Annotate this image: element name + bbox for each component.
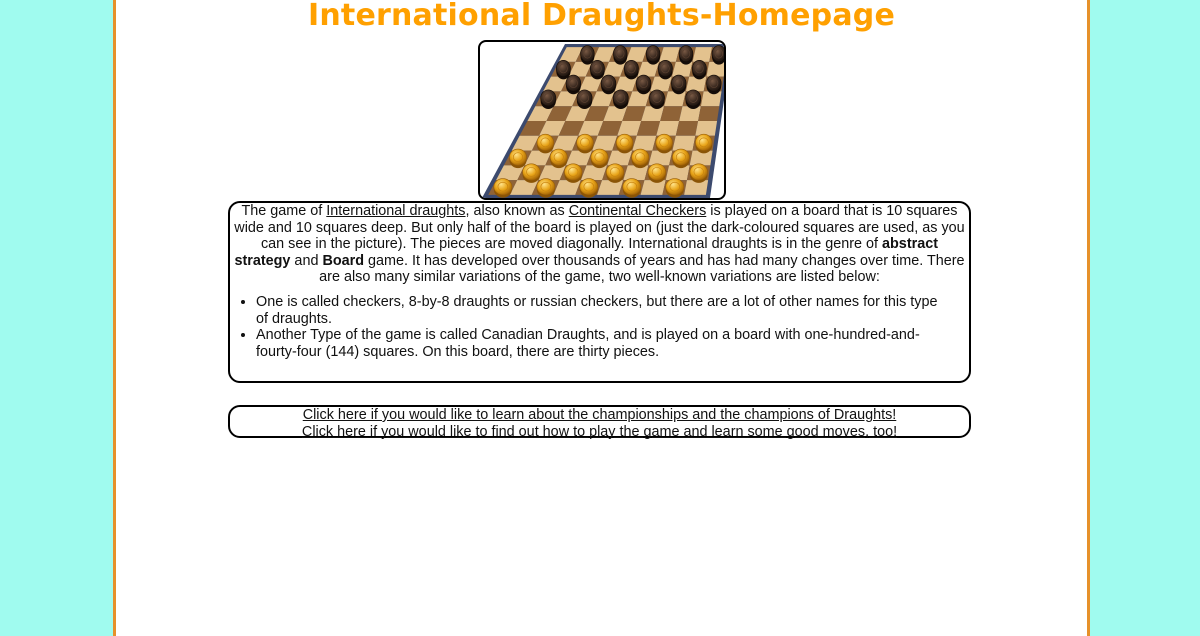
continental-checkers-link[interactable]: Continental Checkers xyxy=(568,203,707,219)
board-square xyxy=(672,136,695,151)
intro-paragraph xyxy=(232,203,967,286)
board-square xyxy=(666,165,690,180)
dark-piece xyxy=(581,46,595,62)
dark-piece xyxy=(649,90,664,106)
board-square xyxy=(698,106,719,121)
dark-piece xyxy=(577,90,592,106)
gold-piece xyxy=(656,134,673,150)
dark-piece xyxy=(712,46,724,62)
dark-piece xyxy=(566,75,581,91)
gold-piece xyxy=(648,164,666,180)
intro-text-4: and xyxy=(290,252,323,269)
board-square xyxy=(656,121,679,136)
how-to-play-link[interactable]: Click here if you would like to find out how to play the game and learn some good moves, too! xyxy=(301,423,898,440)
gold-piece xyxy=(591,149,608,165)
board-square xyxy=(641,180,666,195)
board-square xyxy=(695,121,717,136)
board-square xyxy=(660,106,682,121)
gold-piece xyxy=(509,149,526,165)
gold-piece xyxy=(666,179,684,195)
dark-piece xyxy=(706,75,721,91)
gold-piece xyxy=(580,179,598,195)
links-section xyxy=(228,405,971,438)
dark-piece xyxy=(671,75,686,91)
gold-piece xyxy=(494,179,512,195)
intro-text-3: is played on a board that is 10 squares wide and 10 squares deep. But only half of the board is played on (just the dark-coloured squares are used, as you can see in the picture). The pieces are moved diagonally. International draughts is in the genre of xyxy=(234,203,965,253)
variation-item: • Another Type of the game is called Canadian Draughts, and is played on a board with one-hundred-and-fourty-four (144) squares. On this board, there are thirty pieces. xyxy=(256,327,941,360)
dark-piece xyxy=(692,60,706,76)
board-square xyxy=(693,47,713,62)
intro-text-2: , also known as xyxy=(465,203,569,219)
gold-piece xyxy=(537,134,554,150)
board-bold: Board xyxy=(322,252,365,269)
gold-piece xyxy=(606,164,624,180)
dark-piece xyxy=(556,60,570,76)
variations-list xyxy=(232,294,967,360)
dark-piece xyxy=(601,75,616,91)
dark-piece xyxy=(613,90,628,106)
intro-section xyxy=(228,201,971,383)
dark-piece xyxy=(686,90,701,106)
gold-piece xyxy=(577,134,594,150)
board-square xyxy=(686,77,707,92)
intro-text-5: game. It has developed over thousands of years and has had many changes over time. There are also many similar variations of the game, two well-known variations are listed below: xyxy=(319,252,965,286)
page-container xyxy=(113,0,1090,636)
variation-item: • One is called checkers, 8-by-8 draughts or russian checkers, but there are a lot of other names for this type of draughts. xyxy=(256,294,941,327)
abstract-strategy-bold: abstract strategy xyxy=(234,236,939,269)
page-title: International Draughts-Homepage xyxy=(307,0,895,33)
checkers-board-image xyxy=(480,42,724,198)
dark-piece xyxy=(590,60,604,76)
dark-piece xyxy=(658,60,672,76)
intro-text-1: The game of xyxy=(241,203,327,219)
dark-piece xyxy=(613,46,627,62)
championships-link[interactable]: Click here if you would like to learn about the championships and the champions of Draughts! xyxy=(302,407,897,423)
gold-piece xyxy=(690,164,708,180)
international-draughts-link[interactable]: International draughts xyxy=(326,203,466,219)
dark-piece xyxy=(541,90,556,106)
board-image-frame xyxy=(478,40,726,200)
gold-piece xyxy=(616,134,633,150)
board-square xyxy=(648,151,672,166)
dark-piece xyxy=(624,60,638,76)
dark-piece xyxy=(646,46,660,62)
gold-piece xyxy=(623,179,641,195)
dark-piece xyxy=(636,75,651,91)
gold-piece xyxy=(550,149,567,165)
gold-piece xyxy=(537,179,555,195)
gold-piece xyxy=(632,149,649,165)
dark-piece xyxy=(679,46,693,62)
board-square xyxy=(679,106,701,121)
board-square xyxy=(676,121,698,136)
gold-piece xyxy=(672,149,689,165)
gold-piece xyxy=(564,164,582,180)
gold-piece xyxy=(523,164,541,180)
gold-piece xyxy=(695,134,712,150)
